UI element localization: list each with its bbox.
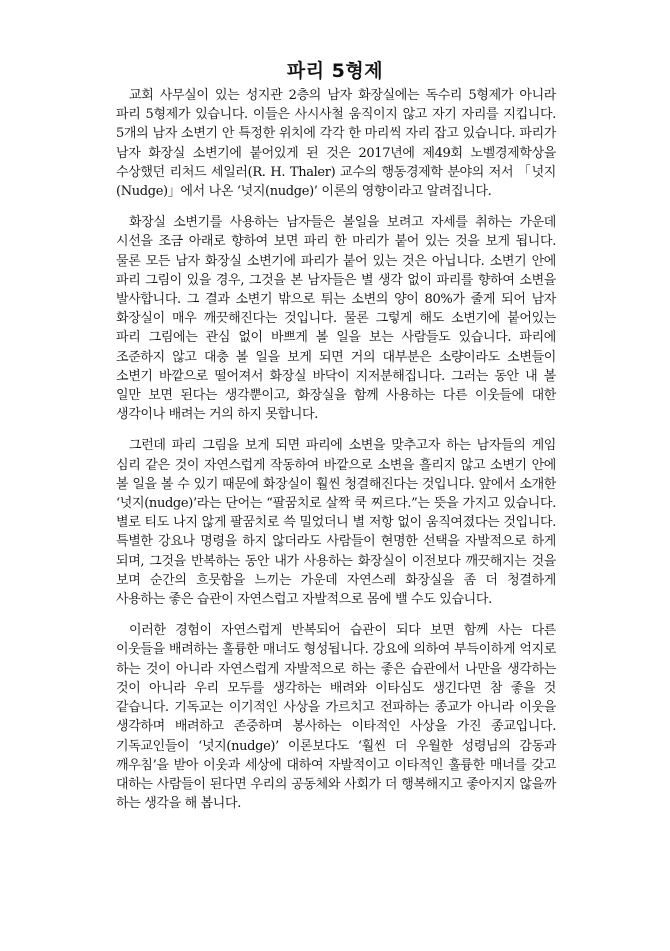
paragraph-1: 교회 사무실이 있는 성지관 2층의 남자 화장실에는 독수리 5형제가 아니라 파리 5형제가 있습니다. 이들은 사시사철 움직이지 않고 자기 자리를 지킵니다. 5개의 남자 소변기 안 특정한 위치에 각각 한 마리씩 자리 잡고 있습니다. 파리가 남자 화장실 소변기에 붙어있게 된 것은 2017년에 제49회 노벨경제학상을 수상했던 리처드 세일러(R. H. Thaler) 교수의 행동경제학 분야의 저서 「넛지(Nudge)」에서 나온 ‘넛지(nudge)’ 이론의 영향이라고 알려집니다.	[116, 88, 556, 200]
paragraph-3: 그런데 파리 그림을 보게 되면 파리에 소변을 맞추고자 하는 남자들의 게임 심리 같은 것이 자연스럽게 작동하여 바깥으로 소변을 흘리지 않고 소변기 안에 볼 일을 볼 수 있기 때문에 화장실이 훨씬 청결해진다는 것입니다. 앞에서 소개한 ‘넛지(nudge)’라는 단어는 “팔꿈치로 살짝 쿡 찌르다.”는 뜻을 가지고 있습니다. 별로 티도 나지 않게 팔꿈치로 쓱 밀었더니 별 저항 없이 움직여졌다는 것입니다. 특별한 강요나 명령을 하지 않더라도 사람들이 현명한 선택을 자발적으로 하게 되며, 그것을 반복하는 동안 내가 사용하는 화장실이 이전보다 깨끗해지는 것을 보며 순간의 흐뭇함을 느끼는 가운데 자연스레 화장실을 좀 더 청결하게 사용하는 좋은 습관이 자연스럽고 자발적으로 몸에 밸 수도 있습니다.	[116, 438, 556, 608]
paragraph-2: 화장실 소변기를 사용하는 남자들은 볼일을 보려고 자세를 취하는 가운데 시선을 조금 아래로 향하여 보면 파리 한 마리가 붙어 있는 것을 보게 됩니다. 물론 모든 남자 화장실 소변기에 파리가 붙어 있는 것은 아닙니다. 소변기 안에 파리 그림이 있을 경우, 그것을 본 남자들은 별 생각 없이 파리를 향하여 소변을 발사합니다. 그 결과 소변기 밖으로 튀는 소변의 양이 80%가 줄게 되어 남자 화장실이 매우 깨끗해진다는 것입니다. 물론 그렇게 해도 소변기에 붙어있는 파리 그림에는 관심 없이 바쁘게 볼 일을 보는 사람들도 있습니다. 파리에 조준하지 않고 대충 볼 일을 보게 되면 거의 대부분은 소량이라도 소변들이 소변기 바깥으로 떨어져서 화장실 바닥이 지저분해집니다. 그러는 동안 내 볼 일만 보면 된다는 생각뿐이고, 화장실을 함께 사용하는 다른 이웃들에 대한 생각이나 배려는 거의 하지 못합니다.	[116, 215, 556, 423]
paragraph-4: 이러한 경험이 자연스럽게 반복되어 습관이 되다 보면 함께 사는 다른 이웃들을 배려하는 훌륭한 매너도 형성됩니다. 강요에 의하여 부득이하게 억지로 하는 것이 아니라 자연스럽게 자발적으로 하는 좋은 습관에서 나만을 생각하는 것이 아니라 우리 모두를 생각하는 배려와 이타심도 생긴다면 참 좋을 것 같습니다. 기독교는 이기적인 사상을 가르치고 전파하는 종교가 아니라 이웃을 생각하며 배려하고 존중하며 봉사하는 이타적인 사상을 가진 종교입니다. 기독교인들이 ‘넛지(nudge)’ 이론보다도 ‘훨씬 더 우월한 성령님의 감동과 깨우침’을 받아 이웃과 세상에 대하여 자발적이고 이타적인 훌륭한 매너를 갖고 대하는 사람들이 된다면 우리의 공동체와 사회가 더 행복해지고 좋아지지 않을까 하는 생각을 해 봅니다.	[116, 623, 556, 812]
document-title: 파리 5형제	[286, 60, 384, 82]
document-body	[116, 86, 556, 825]
